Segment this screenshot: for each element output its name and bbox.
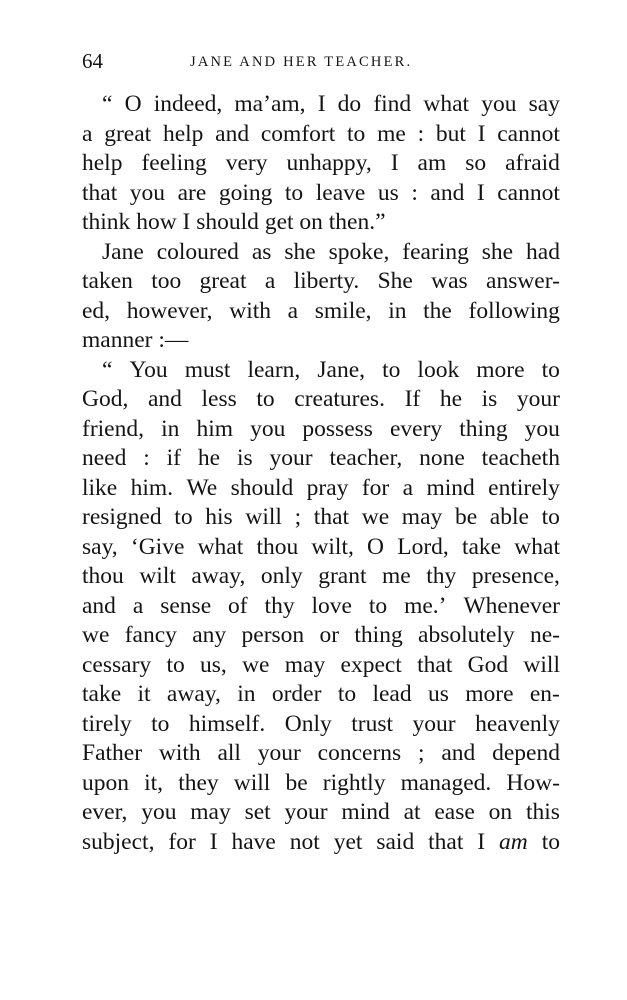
word: to <box>368 592 388 619</box>
word: to <box>174 504 193 530</box>
word: I <box>477 120 486 147</box>
word: you <box>141 799 177 825</box>
word: we <box>361 504 390 530</box>
word: O <box>124 91 142 117</box>
word: Jane <box>102 238 144 265</box>
word: his <box>205 504 233 530</box>
word: unhappy, <box>286 150 372 176</box>
word: How- <box>506 769 560 796</box>
text-line <box>82 208 560 238</box>
word: we <box>82 622 110 648</box>
text-line <box>82 562 560 592</box>
word: how <box>136 209 177 235</box>
word: a <box>287 297 299 324</box>
word: the <box>423 297 452 324</box>
word: Jane, <box>317 356 366 383</box>
word: upon <box>82 769 129 796</box>
word: Father <box>82 740 143 766</box>
word: however, <box>126 297 213 324</box>
text-line <box>82 238 560 268</box>
text-line <box>82 651 560 681</box>
word: love <box>311 592 352 619</box>
text-line <box>82 828 560 858</box>
word: wilt, <box>311 533 354 560</box>
text-line <box>82 592 560 622</box>
word: Whenever <box>463 592 560 619</box>
word: less <box>201 386 237 412</box>
word: it <box>137 681 151 707</box>
word: to <box>337 681 357 707</box>
word: pray <box>306 474 349 501</box>
word: but <box>435 120 466 147</box>
word: what <box>514 533 560 560</box>
word: ne- <box>529 622 560 648</box>
word: be <box>454 504 478 530</box>
word: possess <box>302 415 373 442</box>
word: en- <box>529 681 560 707</box>
word: rightly <box>322 769 386 796</box>
word: set <box>244 799 271 825</box>
text-line <box>82 798 560 828</box>
text-line <box>82 297 560 327</box>
word: Lord, <box>397 533 449 560</box>
word: should <box>196 209 259 235</box>
running-title: JANE AND HER TEACHER. <box>190 54 413 70</box>
word: do <box>337 91 362 117</box>
word: smile, <box>314 297 372 324</box>
text-line <box>82 533 560 563</box>
word: your <box>516 386 560 412</box>
word: friend, <box>82 415 144 442</box>
word: may <box>190 799 231 825</box>
word: to <box>541 828 560 855</box>
word: cannot <box>497 179 560 206</box>
word: are <box>177 179 207 206</box>
word: teacheth <box>481 445 560 471</box>
word: him. <box>130 474 174 501</box>
word: me <box>382 563 411 589</box>
word: expect <box>340 651 402 678</box>
word: you <box>129 179 166 206</box>
word: for <box>168 828 196 855</box>
word: every <box>390 415 443 442</box>
word: liberty. <box>293 268 360 294</box>
word: what <box>423 91 470 117</box>
word: you <box>481 91 517 117</box>
text-line <box>82 179 560 209</box>
word: help <box>162 120 204 147</box>
word: you <box>524 415 560 442</box>
word: say <box>528 91 560 117</box>
word: she <box>284 238 316 265</box>
word: mind <box>426 474 475 501</box>
word: we <box>242 651 270 678</box>
word: answer- <box>486 268 560 294</box>
word: so <box>465 150 487 176</box>
word: am <box>417 150 447 176</box>
word: on <box>299 209 323 235</box>
word: grant <box>318 563 367 589</box>
word: ; <box>417 740 425 766</box>
word: to <box>347 120 366 147</box>
word: too <box>151 268 182 294</box>
text-line <box>82 769 560 799</box>
word: to <box>382 356 401 383</box>
word: us <box>377 179 399 206</box>
word: going <box>218 179 273 206</box>
word: concerns <box>317 740 402 766</box>
word: get <box>264 209 294 235</box>
word: none <box>419 445 465 471</box>
word: a <box>264 268 276 294</box>
text-line <box>82 120 560 150</box>
word: to <box>541 356 560 383</box>
word: and <box>441 740 476 766</box>
word: thy <box>264 592 295 619</box>
word: your <box>284 799 328 825</box>
word: following <box>468 297 560 324</box>
word: find <box>373 91 412 117</box>
text-line <box>82 356 560 386</box>
word: O <box>367 533 385 560</box>
word: to <box>284 179 304 206</box>
word: yet <box>333 828 363 855</box>
word: great <box>199 268 247 294</box>
word: your <box>257 740 301 766</box>
word: is <box>481 386 498 412</box>
word: us <box>427 681 449 707</box>
word: be <box>285 769 308 796</box>
text-line <box>82 739 560 769</box>
word: will <box>233 769 271 796</box>
word: indeed, <box>153 91 223 117</box>
page-number: 64 <box>82 49 103 73</box>
word: away, <box>166 681 221 707</box>
word: any <box>192 622 227 648</box>
word: cannot <box>497 120 560 147</box>
word: your <box>269 445 313 471</box>
word: God, <box>82 386 129 412</box>
word: If <box>404 386 421 412</box>
word: and <box>147 386 182 412</box>
word: order <box>271 681 322 707</box>
word: in <box>161 415 180 442</box>
word: thing <box>459 415 508 442</box>
text-line <box>82 621 560 651</box>
word: a <box>132 592 144 619</box>
word: and <box>215 120 250 147</box>
word: a <box>82 120 93 147</box>
word: teacher, <box>329 445 403 471</box>
word: had <box>526 238 560 265</box>
word: very <box>225 150 268 176</box>
word: great <box>104 120 152 147</box>
word: : <box>143 445 150 471</box>
word: himself. <box>188 710 266 737</box>
word: ; <box>294 504 302 530</box>
word: feeling <box>141 150 207 176</box>
word: to <box>166 651 185 678</box>
word: with <box>229 297 271 324</box>
word: say, <box>82 533 118 560</box>
word: said <box>376 828 415 855</box>
word: take <box>461 533 502 560</box>
word: ease <box>434 799 475 825</box>
text-line <box>82 710 560 740</box>
word: wilt <box>139 563 176 589</box>
word: I <box>477 828 486 855</box>
word: look <box>417 356 460 383</box>
word: She <box>377 268 413 294</box>
word: sense <box>160 592 212 619</box>
text-line <box>82 415 560 445</box>
text-line <box>82 90 560 120</box>
word: “ <box>102 356 113 383</box>
word: comfort <box>260 120 336 147</box>
text-line <box>82 474 560 504</box>
word: person <box>241 622 305 648</box>
word: that <box>417 651 453 678</box>
word: spoke, <box>328 238 390 265</box>
word: presence, <box>471 563 560 589</box>
word: was <box>431 268 468 294</box>
word: is <box>236 445 253 471</box>
word: he <box>197 445 221 471</box>
word: You <box>129 356 168 383</box>
word: and <box>82 592 116 619</box>
word: help <box>82 150 123 176</box>
word: that <box>313 504 350 530</box>
word: absolutely <box>418 622 515 648</box>
word: ever, <box>82 799 128 825</box>
word: with <box>158 740 201 766</box>
word: will <box>523 651 560 678</box>
word: me <box>377 120 406 147</box>
word: if <box>166 445 182 471</box>
word: take <box>82 681 122 707</box>
text-line <box>82 503 560 533</box>
word: it, <box>144 769 164 796</box>
word: resigned <box>82 504 162 530</box>
word: : <box>411 179 418 206</box>
word: a <box>402 474 414 501</box>
word: trust <box>351 710 394 737</box>
word: We <box>186 474 218 501</box>
word: more <box>465 681 514 707</box>
word: should <box>230 474 294 501</box>
text-line <box>82 444 560 474</box>
word: in <box>388 297 407 324</box>
word: me.’ <box>404 592 447 619</box>
word: thou <box>82 563 124 589</box>
word: thou <box>256 533 299 560</box>
word: away, <box>191 563 246 589</box>
word: I <box>182 209 191 235</box>
word: may <box>284 651 326 678</box>
word: of <box>228 592 248 619</box>
word: fearing <box>402 238 469 265</box>
word: in <box>237 681 256 707</box>
word: taken <box>82 268 133 294</box>
word: coloured <box>156 238 239 265</box>
word: on <box>488 799 513 825</box>
word: as <box>251 238 272 265</box>
word: tirely <box>82 710 132 737</box>
word: all <box>217 740 241 766</box>
word: depend <box>492 740 560 766</box>
word: or <box>319 622 340 648</box>
word: : <box>417 120 425 147</box>
word: he <box>439 386 463 412</box>
word: manner <box>82 327 153 353</box>
word: leave <box>315 179 366 206</box>
word: ‘Give <box>130 533 185 560</box>
word: afraid <box>505 150 560 176</box>
word: more <box>476 356 525 383</box>
word: must <box>184 356 231 383</box>
word: at <box>403 799 421 825</box>
word: :— <box>158 327 189 353</box>
word: like <box>82 474 118 501</box>
word: she <box>481 238 514 265</box>
word: ma’am, <box>234 91 306 117</box>
word: Only <box>284 710 332 737</box>
word: think <box>82 209 131 235</box>
word: “ <box>102 91 113 117</box>
word: am <box>499 828 528 855</box>
word: that <box>428 828 464 855</box>
word: learn, <box>247 356 301 383</box>
word: need <box>82 445 127 471</box>
word: not <box>289 828 320 855</box>
word: to <box>541 504 560 530</box>
word: thy <box>426 563 457 589</box>
body-text <box>82 90 560 857</box>
word: mind <box>341 799 390 825</box>
word: fancy <box>124 622 177 648</box>
word: will <box>245 504 282 530</box>
word: lead <box>372 681 412 707</box>
word: able <box>489 504 529 530</box>
word: I <box>317 91 326 117</box>
word: have <box>231 828 276 855</box>
word: that <box>82 179 118 206</box>
word: heavenly <box>475 710 560 737</box>
word: for <box>361 474 390 501</box>
word: subject, <box>82 828 155 855</box>
word: ed, <box>82 297 111 324</box>
word: to <box>151 710 170 737</box>
word: creatures. <box>294 386 385 412</box>
text-line <box>82 149 560 179</box>
text-line <box>82 267 560 297</box>
word: then.” <box>328 209 386 235</box>
word: what <box>197 533 244 560</box>
word: cessary <box>82 651 152 678</box>
word: I <box>209 828 218 855</box>
word: only <box>260 563 303 589</box>
word: this <box>525 799 560 825</box>
word: may <box>401 504 443 530</box>
text-line <box>82 680 560 710</box>
text-line <box>82 326 560 356</box>
word: you <box>250 415 286 442</box>
word: your <box>412 710 456 737</box>
word: I <box>476 179 485 206</box>
word: managed. <box>400 769 492 796</box>
text-line <box>82 385 560 415</box>
word: us, <box>200 651 227 678</box>
word: him <box>196 415 233 442</box>
word: and <box>430 179 465 206</box>
word: thing <box>354 622 403 648</box>
word: to <box>256 386 275 412</box>
word: they <box>178 769 219 796</box>
word: God <box>467 651 509 678</box>
word: I <box>390 150 399 176</box>
running-head <box>82 46 560 76</box>
word: entirely <box>488 474 560 501</box>
